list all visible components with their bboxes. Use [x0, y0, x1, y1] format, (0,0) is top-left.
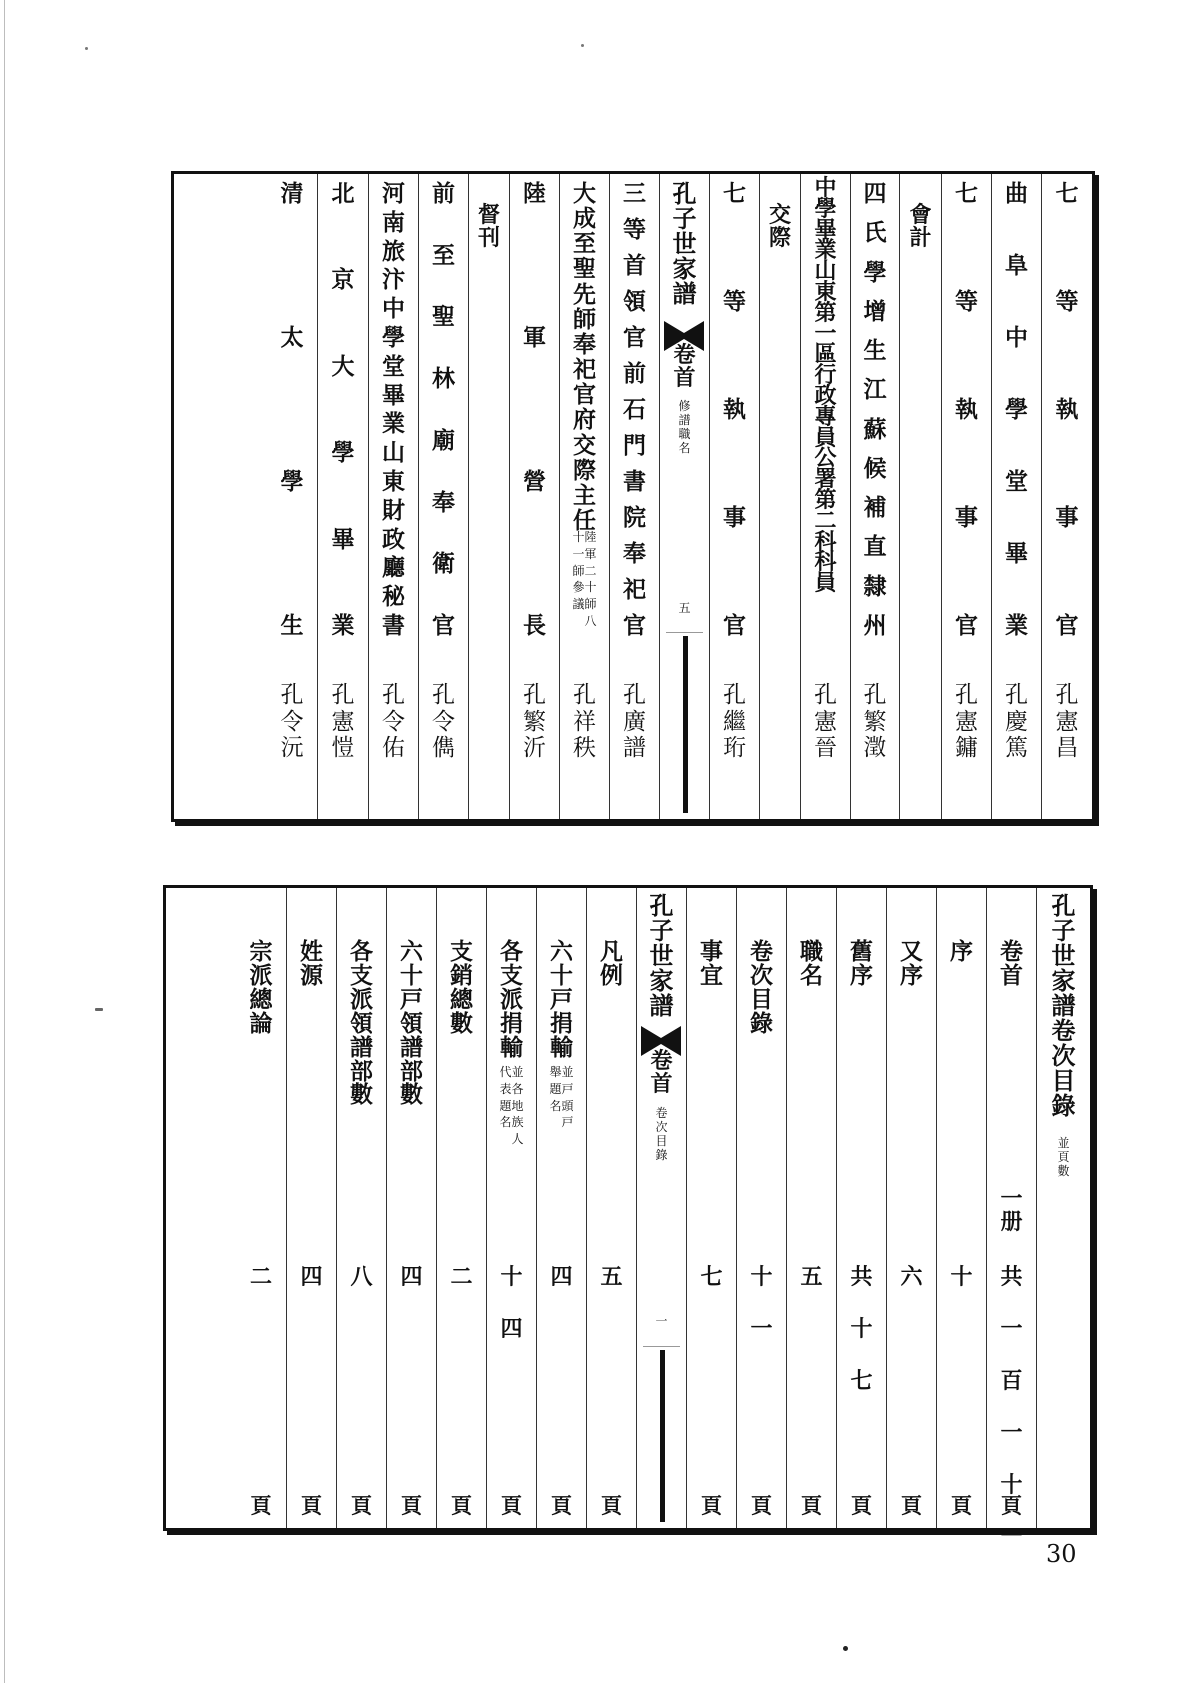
contents-row-label: 姓 源	[300, 938, 323, 989]
roster-title: 陸 軍 營 長	[523, 180, 546, 639]
contents-row	[386, 888, 436, 1528]
scan-speck	[85, 47, 88, 50]
roster-column	[991, 174, 1041, 819]
contents-row-label: 各 支 派 領 譜 部 數	[350, 938, 373, 1109]
roster-column	[850, 174, 899, 819]
contents-row-label: 卷 次 目 錄	[750, 938, 773, 1037]
roster-title: 七 等 執 事 官	[955, 180, 978, 639]
contents-row-label: 六 十 戸 領 譜 部 數	[400, 938, 423, 1109]
scan-speck	[843, 1646, 848, 1651]
contents-row-pages: 五 頁	[600, 1264, 623, 1518]
roster-column	[941, 174, 991, 819]
contents-row	[436, 888, 486, 1528]
contents-row-pages: 共 一 百 一 十 一 頁	[1000, 1264, 1023, 1550]
roster-title: 北 京 大 學 畢 業	[331, 180, 355, 639]
roster-column	[509, 174, 559, 819]
contents-row	[786, 888, 836, 1528]
contents-row	[936, 888, 986, 1528]
roster-title: 三 等 首 領 官 前 石 門 書 院 奉 祀 官	[623, 180, 646, 639]
fold-section-label: 卷 次 目 錄	[655, 1106, 668, 1163]
contents-row-pages: 十 四 頁	[500, 1264, 523, 1518]
roster-person-name: 孔 憲 鏞	[955, 682, 978, 762]
contents-title-column	[1036, 888, 1090, 1528]
roster-column	[368, 174, 418, 819]
scan-speck	[95, 1008, 103, 1011]
contents-row-pages: 共 十 七 頁	[850, 1264, 873, 1518]
scan-speck	[581, 44, 584, 47]
contents-row-pages: 八 頁	[350, 1264, 373, 1518]
contents-row-label: 舊 序	[850, 938, 873, 989]
roster-column	[1041, 174, 1092, 819]
roster-column	[418, 174, 468, 819]
contents-row	[286, 888, 336, 1528]
roster-title-note: 陸 軍 二 十 師 八 十 一 師 參 議	[572, 530, 597, 628]
roster-person-name: 孔 繁 沂	[523, 682, 546, 762]
roster-title: 大 成 至 聖 先 師 奉 祀 官 府 交 際 主 任	[573, 180, 596, 534]
contents-row-volume-count: 一 册	[1000, 1186, 1023, 1235]
contents-main-title-note: 並 頁 數	[1057, 1136, 1070, 1179]
contents-row	[836, 888, 886, 1528]
contents-row-pages: 四 頁	[550, 1264, 573, 1518]
roster-title: 河 南 旅 汴 中 學 堂 畢 業 山 東 財 政 廳 秘 書	[382, 180, 405, 639]
roster-title: 七 等 執 事 官	[1055, 180, 1079, 639]
fold-margin-column	[659, 174, 709, 819]
roster-column	[709, 174, 759, 819]
roster-title: 四 氏 學 增 生 江 蘇 候 補 直 隸 州	[863, 180, 887, 639]
roster-title: 七 等 執 事 官	[723, 180, 746, 639]
volume-contents-panel	[163, 885, 1093, 1550]
contents-row-label: 凡 例	[600, 938, 623, 989]
fold-volume-label: 卷 首	[650, 1048, 673, 1097]
contents-row-label: 卷 首	[1000, 938, 1023, 989]
roster-person-name: 孔 令 佑	[382, 682, 405, 762]
roster-column	[609, 174, 659, 819]
contents-row-pages: 五 頁	[800, 1264, 823, 1518]
contents-row-label: 職 名	[800, 938, 823, 989]
roster-column	[559, 174, 609, 819]
section-heading-column	[468, 174, 509, 819]
fold-divider-line	[643, 1346, 680, 1347]
roster-person-name: 孔 慶 篤	[1005, 682, 1028, 762]
contents-row-pages: 四 頁	[300, 1264, 323, 1518]
contents-row	[586, 888, 636, 1528]
contents-row-note: 並 各 地 族 人 代 表 題 名	[499, 1065, 524, 1147]
roster-person-name: 孔 憲 昌	[1055, 682, 1079, 762]
section-heading: 督 刊	[477, 202, 500, 251]
staff-roster-panel	[171, 171, 1095, 822]
contents-row-label: 事 宜	[700, 938, 723, 989]
contents-row	[336, 888, 386, 1528]
section-heading-column	[759, 174, 800, 819]
roster-person-name: 孔 廣 譜	[623, 682, 646, 762]
roster-title: 曲 阜 中 學 堂 畢 業	[1005, 180, 1028, 639]
contents-row	[736, 888, 786, 1528]
contents-row-pages: 十 頁	[950, 1264, 973, 1518]
fold-book-title: 孔 子 世 家 譜	[672, 179, 697, 308]
roster-title: 中 學 畢 業 山 東 第 一 區 行 政 專 員 公 署 第 二 科 科 員	[814, 175, 837, 597]
fold-volume-label: 卷 首	[673, 342, 696, 391]
fold-center-rule	[683, 636, 688, 813]
contents-main-title: 孔 子 世 家 譜 卷 次 目 錄	[1051, 891, 1076, 1120]
contents-row-pages: 十 一 頁	[750, 1264, 773, 1518]
section-heading: 交 際	[768, 202, 791, 251]
contents-row	[886, 888, 936, 1528]
roster-person-name: 孔 憲 愷	[331, 682, 355, 762]
page-number: 30	[1046, 1540, 1077, 1568]
roster-person-name: 孔 憲 晉	[814, 682, 837, 762]
roster-column	[800, 174, 850, 819]
section-heading-column	[899, 174, 941, 819]
fold-divider-line	[666, 632, 703, 633]
contents-row-pages: 二 頁	[249, 1264, 272, 1518]
contents-row-note: 並 戸 頭 戸 舉 題 名	[549, 1065, 574, 1130]
scan-left-edge-line	[4, 0, 5, 1683]
contents-row-label: 六 十 戸 捐 輸	[550, 938, 573, 1061]
roster-person-name: 孔 繼 珩	[723, 682, 746, 762]
roster-person-name: 孔 令 沅	[280, 682, 304, 762]
fold-page-number: 一	[655, 1314, 668, 1328]
roster-person-name: 孔 令 儁	[432, 682, 455, 762]
contents-row-pages: 七 頁	[700, 1264, 723, 1518]
contents-row	[486, 888, 536, 1528]
contents-row	[236, 888, 286, 1528]
roster-title: 清 太 學 生	[280, 180, 304, 639]
fold-page-number: 五	[678, 601, 691, 615]
fold-margin-column	[636, 888, 686, 1528]
contents-row-pages: 六 頁	[900, 1264, 923, 1518]
fold-book-title: 孔 子 世 家 譜	[649, 891, 674, 1020]
contents-row-label: 支 銷 總 數	[450, 938, 473, 1037]
contents-row-label: 序	[950, 938, 973, 965]
section-heading: 會 計	[909, 202, 932, 251]
contents-row-pages: 四 頁	[400, 1264, 423, 1518]
roster-person-name: 孔 繁 澂	[863, 682, 887, 762]
contents-row-label: 各 支 派 捐 輸	[500, 938, 523, 1061]
contents-row-label: 又 序	[900, 938, 923, 989]
roster-title: 前 至 聖 林 廟 奉 衛 官	[432, 180, 455, 639]
fold-section-label: 修 譜 職 名	[678, 399, 691, 456]
contents-row	[986, 888, 1036, 1550]
roster-column	[267, 174, 317, 819]
contents-row-pages: 二 頁	[450, 1264, 473, 1518]
contents-row-label: 宗 派 總 論	[249, 938, 273, 1037]
roster-person-name: 孔 祥 秩	[573, 682, 596, 762]
contents-row	[686, 888, 736, 1528]
roster-column	[317, 174, 368, 819]
fold-center-rule	[660, 1350, 665, 1522]
contents-row	[536, 888, 586, 1528]
